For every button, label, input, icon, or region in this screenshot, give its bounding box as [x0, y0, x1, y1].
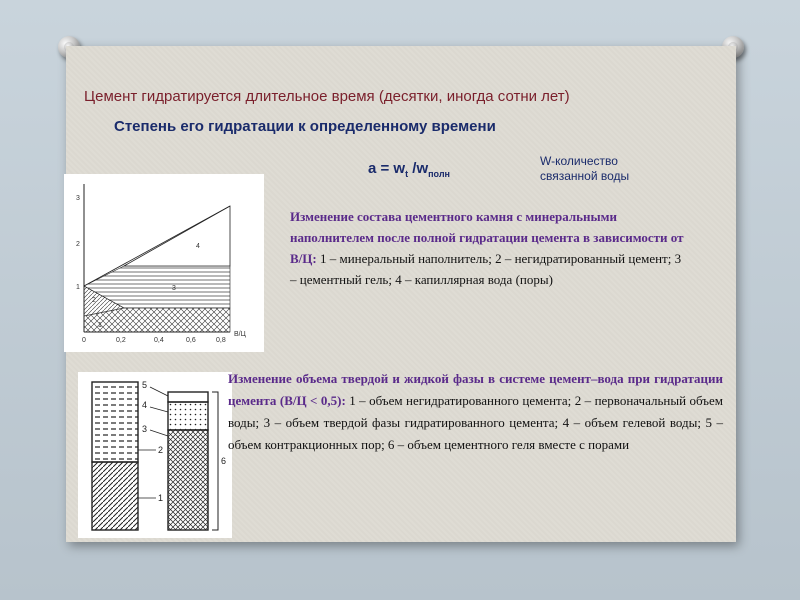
formula-lhs: a = w [368, 160, 406, 177]
water-volume [92, 382, 138, 462]
gel-water-volume [168, 402, 208, 430]
region-label: 2 [92, 297, 96, 304]
figure2-caption [228, 368, 723, 456]
figure1-caption-head: Изменение состава цементного камня с минеральными наполнителем после полной гидратации цемента в зависимости от В/Ц: [290, 209, 684, 266]
x-tick-label: 0 [82, 337, 86, 344]
label-3: 3 [142, 424, 148, 434]
formula-mid: /w [408, 160, 429, 177]
figure1-caption [290, 206, 690, 290]
region-label: 3 [172, 285, 176, 292]
figure2-caption-body: 1 – объем негидратированного цемента; 2 – первоначальный объем воды; 3 – объем твердой фазы гидратированного цемента; 4 – объем гелевой воды; 5 – объем контракционных пор; 6 – объем цементного геля вместе с порами [228, 393, 723, 452]
formula-sub-t: t [405, 169, 409, 179]
hydration-formula [368, 160, 450, 179]
label-4: 4 [142, 400, 148, 410]
formula-note: W-количество связанной воды [540, 154, 630, 183]
figure2-caption-head: Изменение объема твердой и жидкой фазы в системе цемент–вода при гидратации цемента (В/Ц < 0,5): [228, 371, 723, 408]
leader-line [150, 430, 168, 436]
slide-title: Цемент гидратируется длительное время (десятки, иногда сотни лет) [84, 88, 570, 105]
x-tick-label: 0,4 [154, 337, 164, 344]
figure1-caption-body: 1 – минеральный наполнитель; 2 – негидратированный цемент; 3 – цементный гель; 4 – капиллярная вода (поры) [290, 251, 682, 287]
composition-diagram-svg [64, 174, 264, 352]
x-tick-label: 0,2 [116, 337, 126, 344]
leader-line [150, 387, 168, 396]
y-tick-label: 1 [76, 284, 80, 291]
phase-volume-diagram-svg [78, 372, 232, 538]
hydrated-solid-volume [168, 430, 208, 530]
slide-subtitle: Степень его гидратации к определенному времени [114, 118, 496, 135]
x-tick-label: 0,8 [216, 337, 226, 344]
x-tick-label: 0,6 [186, 337, 196, 344]
label-5: 5 [142, 380, 148, 390]
label-1: 1 [158, 493, 164, 503]
leader-line [150, 407, 168, 412]
y-tick-label: 2 [76, 241, 80, 248]
gel-with-pores-bracket [212, 392, 218, 530]
label-2: 2 [158, 445, 164, 455]
composition-diagram [64, 174, 264, 352]
region-label: 4 [196, 243, 200, 250]
phase-volume-diagram [78, 372, 232, 538]
y-tick-label: 3 [76, 195, 80, 202]
formula-sub-poln: полн [428, 169, 450, 179]
label-6: 6 [221, 456, 227, 466]
x-axis-unit: В/Ц [234, 331, 246, 338]
region-label: 1 [98, 322, 102, 329]
contraction-pores-volume [168, 392, 208, 402]
unhydrated-cement-volume [92, 462, 138, 530]
